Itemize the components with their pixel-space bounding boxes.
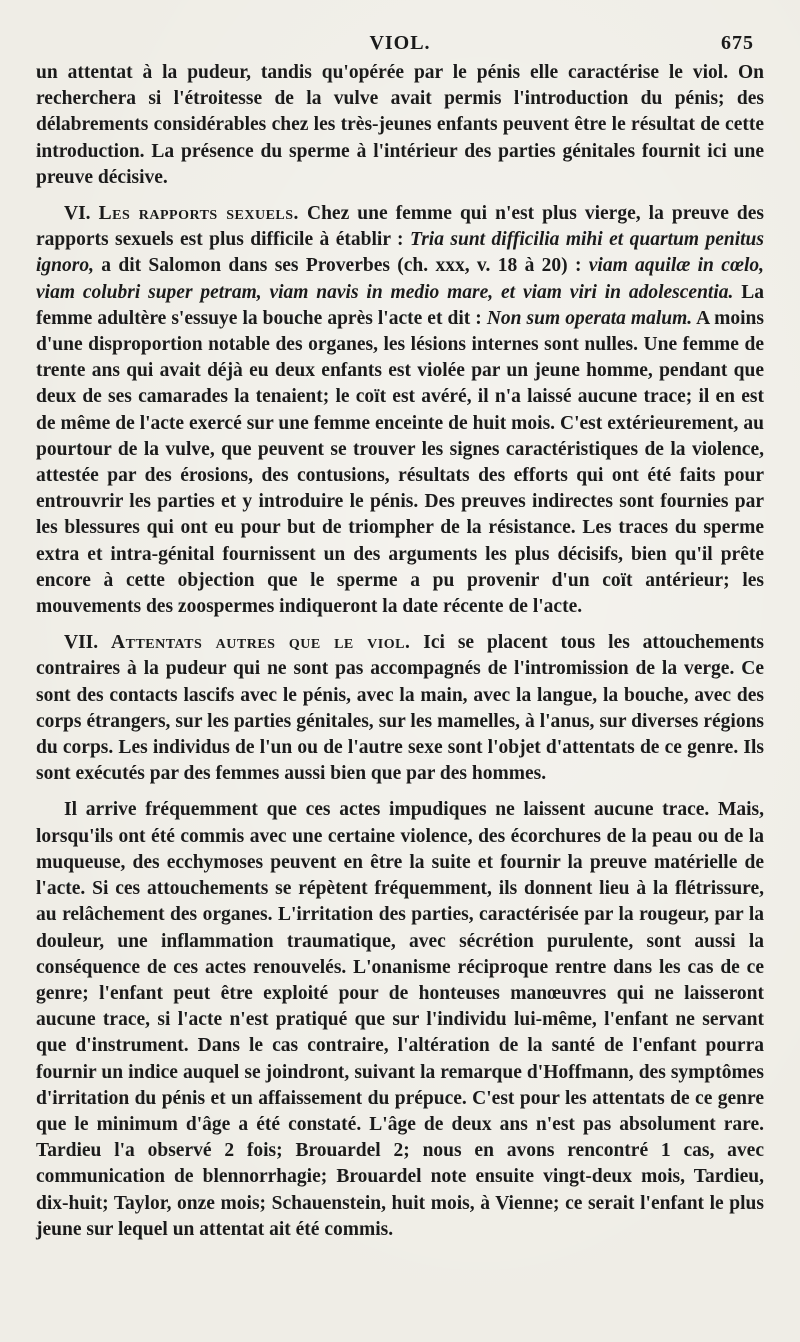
paragraph (36, 797, 764, 1242)
latin-quote: viam aquilæ in cœlo, viam colubri super petram, viam navis in medio mare, et viam viri in adolescentia. (36, 255, 764, 303)
section-vii-paragraph (36, 630, 764, 787)
text-segment: A moins d'une disproportion notable des organes, les lésions internes sont nulles. Une femme de trente ans qui avait déjà eu deux enfants est violée par un jeune homme, pendant que deux de ses camarades la tenaient; le coït est avéré, il n'a laissé aucune trace; il en est de même de l'acte exercé sur une femme enceinte de huit mois. C'est extérieurement, au pourtour de la vulve, que peuvent se trouver les signes caractéristiques de la violence, attestée par des érosions, des contusions, résultats des efforts qui ont été faits pour entrouvrir les parties et y introduire le pénis. Des preuves indirectes sont fournies par les blessures qui ont eu pour but de triompher de la résistance. Les traces du sperme extra et intra-génital fournissent un des arguments les plus décisifs, bien qu'il prête encore à cette objection que le sperme a pu provenir d'un coït antérieur; les mouvements des zoospermes indiqueront la date récente de l'acte. (36, 307, 764, 618)
running-head (36, 20, 764, 60)
section-vi-paragraph (36, 201, 764, 620)
text-segment: Il arrive fréquemment que ces actes impudiques ne laissent aucune trace. Mais, lorsqu'ils ont été commis avec une certaine violence, des écorchures de la peau ou de la muqueuse, des ecchymoses peuvent en être la suite et fournir la preuve matérielle de l'acte. Si ces attouchements se répètent fréquemment, ils donnent lieu à la flétrissure, au relâchement des organes. L'irritation des parties, caractérisée par la rougeur, par la douleur, une inflammation traumatique, avec sécrétion purulente, sont aussi la conséquence de ces actes renouvelés. L'onanisme réciproque rentre dans les cas de ce genre; l'enfant peut être exploité pour de honteuses manœuvres qui ne laisseront aucune trace, si l'acte n'est pratiqué que sur l'individu lui-même, l'enfant ne servant que d'instrument. Dans le cas contraire, l'altération de la santé de l'enfant pourra fournir un indice auquel se joindront, suivant la remarque d'Hoffmann, des symptômes d'irritation du pénis et un affaissement du prépuce. C'est pour les attentats de ce genre que le minimum d'âge a été constaté. L'âge de deux ans n'est pas absolument rare. Tardieu l'a observé 2 fois; Brouardel 2; nous en avons rencontré 1 cas, avec communication de blennorrhagie; Brouardel note ensuite vingt-deux mois, Tardieu, dix-huit; Taylor, onze mois; Schauenstein, huit mois, à Vienne; ce serait l'enfant le plus jeune sur lequel un attentat ait été commis. (36, 799, 764, 1240)
body-text (36, 60, 764, 1243)
text-segment: a dit Salomon dans ses Proverbes (ch. xxx, v. 18 à 20) : (93, 255, 589, 277)
text-segment: Chez une femme qui n'est plus vierge, la preuve des rapports sexuels est plus difficile à établir : (36, 203, 765, 251)
text-segment: un attentat à la pudeur, tandis qu'opérée par le pénis elle caractérise le viol. On recherchera si l'étroitesse de la vulve avait permis l'introduction du pénis; des délabrements considérables chez les très-jeunes enfants peuvent être le résultat de cette introduction. La présence du sperme à l'intérieur des parties génitales fournit ici une preuve décisive. (36, 62, 764, 188)
page-number: 675 (721, 32, 754, 54)
latin-quote: Tria sunt difficilia mihi et quartum penitus ignoro, (36, 229, 764, 277)
section-heading: Les rapports sexuels. (98, 203, 299, 225)
paragraph-continuation (36, 60, 764, 191)
section-number: VI. (64, 203, 91, 225)
running-title: VIOL. (369, 32, 431, 54)
section-number: VII. (64, 632, 99, 654)
latin-quote: Non sum operata malum. (486, 307, 693, 329)
text-segment: La femme adultère s'essuye la bouche après l'acte et dit : (36, 281, 765, 329)
section-heading: Attentats autres que le viol. (111, 632, 411, 654)
text-segment: Ici se placent tous les attouchements contraires à la pudeur qui ne sont pas accompagnés de l'intromission de la verge. Ce sont des contacts lascifs avec le pénis, avec la main, avec la langue, la bouche, avec des corps étrangers, sur les parties génitales, sur les mamelles, à l'anus, sur diverses régions du corps. Les individus de l'un ou de l'autre sexe sont l'objet d'attentats de ce genre. Ils sont exécutés par des femmes aussi bien que par des hommes. (36, 632, 764, 785)
